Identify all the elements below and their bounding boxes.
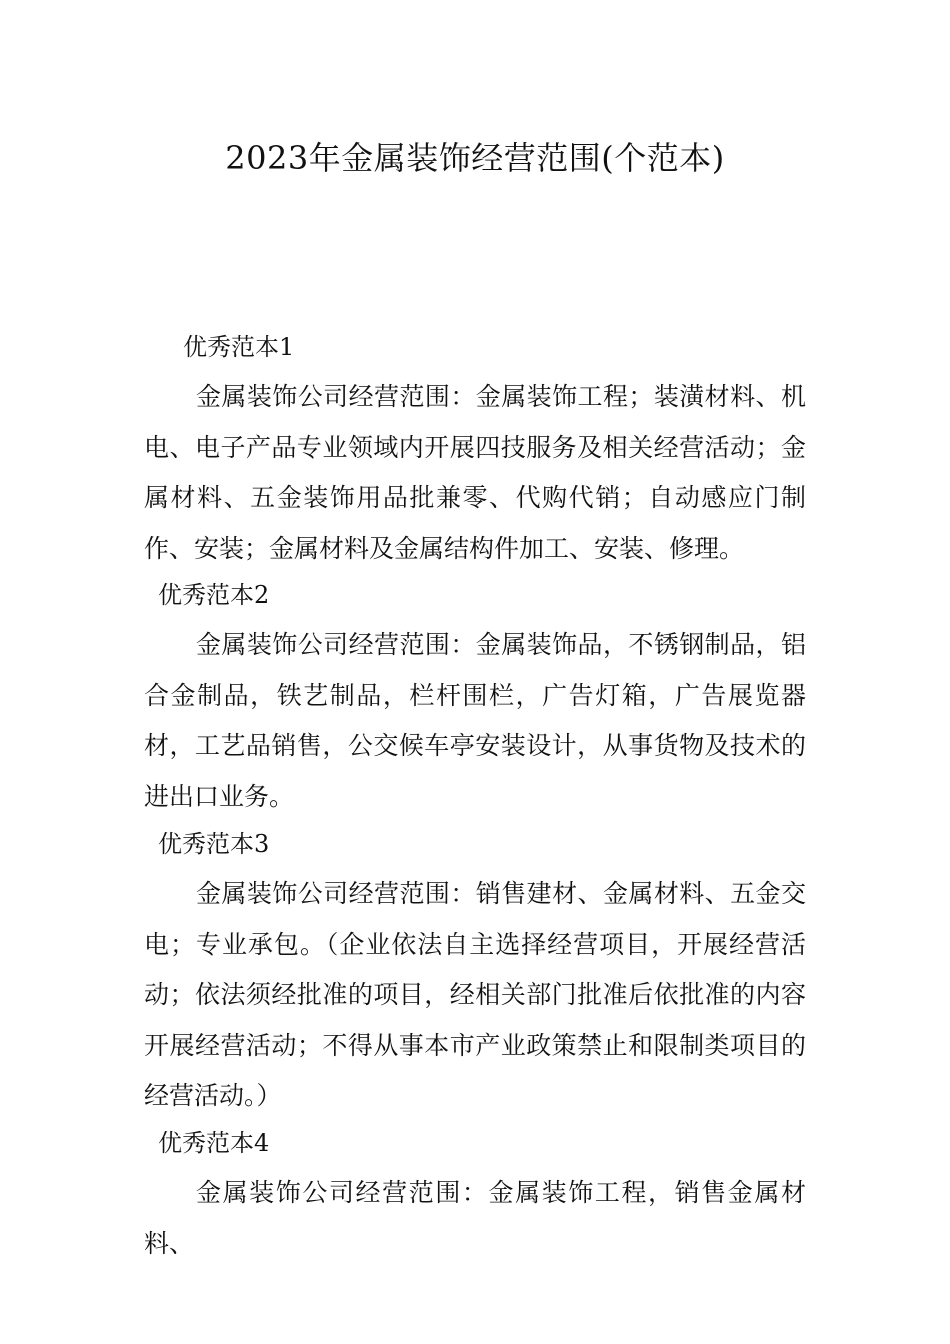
section-heading-1: 优秀范本1 [183, 333, 295, 361]
section-body-1: 金属装饰公司经营范围：金属装饰工程；装潢材料、机电、电子产品专业领域内开展四技服务及相关经营活动；金属材料、五金装饰用品批兼零、代购代销；自动感应门制作、安装；金属材料及金属结构件加工、安装、修理。 [144, 382, 806, 563]
section-body-3: 金属装饰公司经营范围：销售建材、金属材料、五金交电；专业承包。（企业依法自主选择经营项目，开展经营活动；依法须经批准的项目，经相关部门批准后依批准的内容开展经营活动；不得从事本市产业政策禁止和限制类项目的经营活动。） [144, 879, 806, 1110]
section-body-2: 金属装饰公司经营范围：金属装饰品，不锈钢制品，铝合金制品，铁艺制品，栏杆围栏，广告灯箱，广告展览器材，工艺品销售，公交候车亭安装设计，从事货物及技术的进出口业务。 [144, 630, 806, 811]
section-body-4: 金属装饰公司经营范围：金属装饰工程，销售金属材料、 [144, 1178, 806, 1258]
document-title: 2023年金属装饰经营范围(个范本) [225, 139, 725, 177]
section-heading-2: 优秀范本2 [158, 581, 270, 609]
section-heading-3: 优秀范本3 [158, 830, 270, 858]
section-heading-4: 优秀范本4 [158, 1129, 270, 1157]
